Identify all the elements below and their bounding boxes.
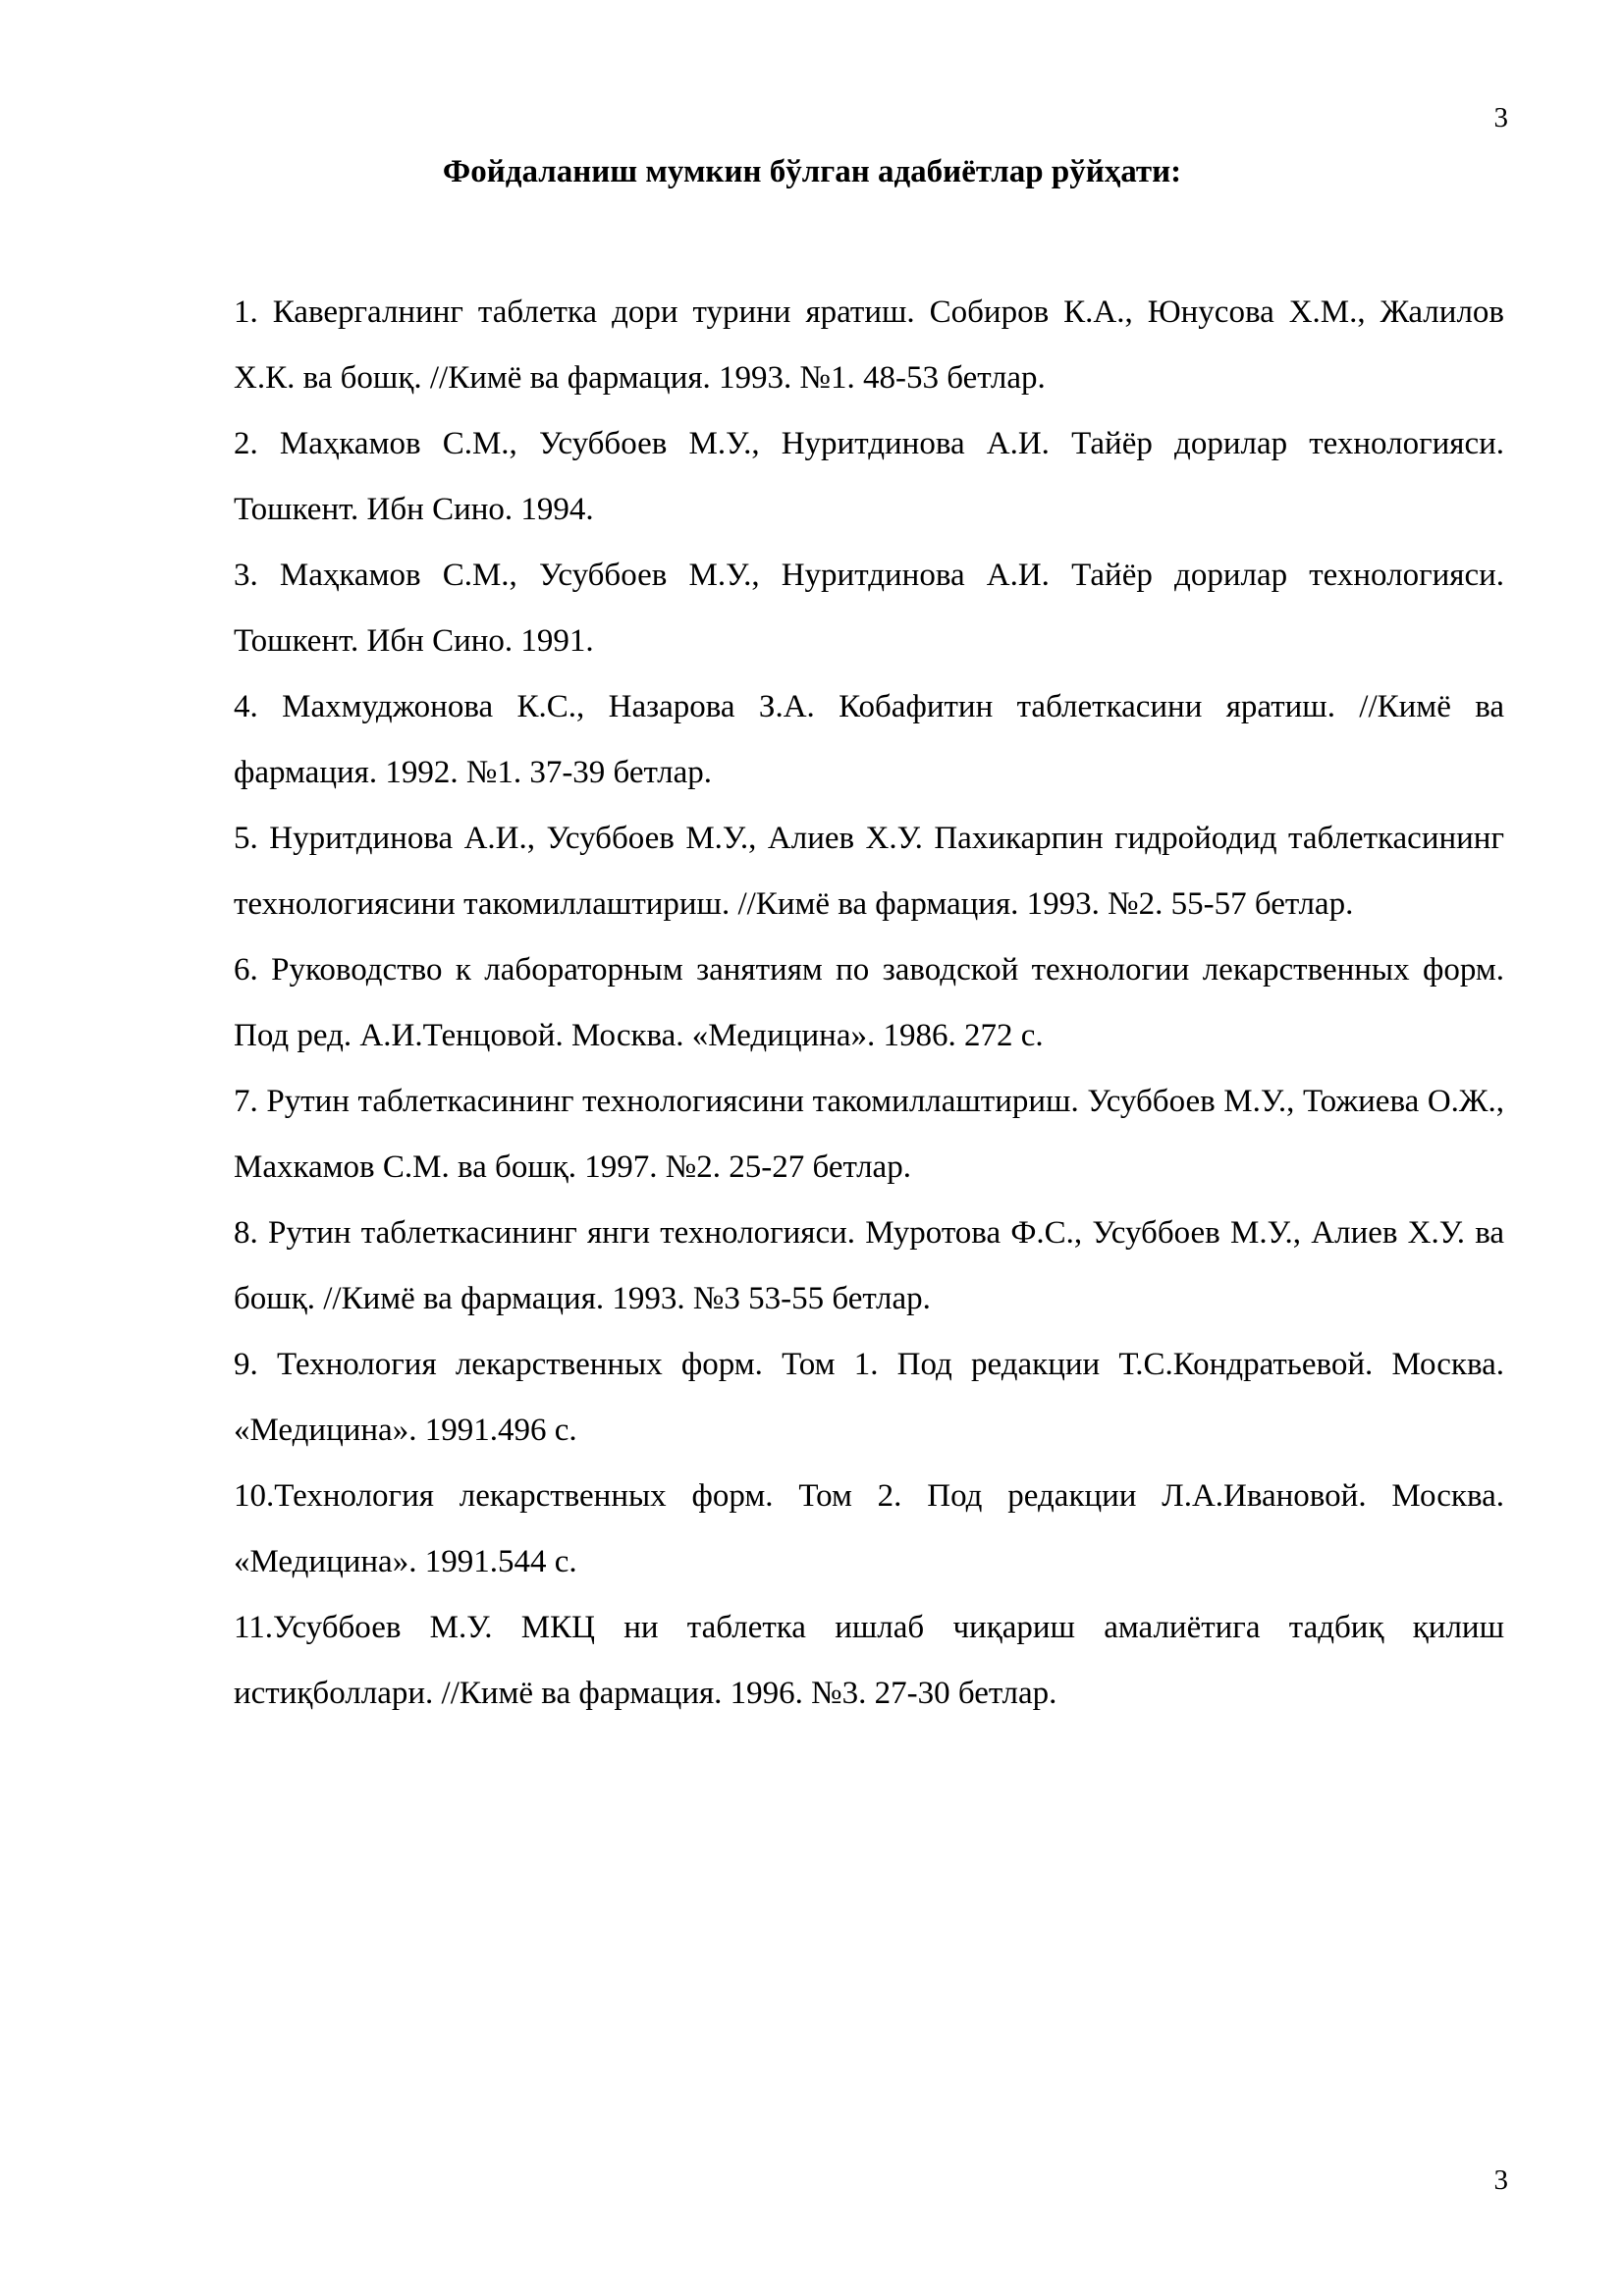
reference-item: [234, 1069, 1504, 1201]
page-number-bottom: 3: [1493, 2164, 1508, 2196]
reference-text: Кавергалнинг таблетка дори турини яратиш. Собиров К.А., Юнусова Х.М., Жалилов Х.К. ва бошқ. //Кимё ва фармация. 1993. №1. 48-53 бетлар.: [234, 294, 1504, 396]
reference-list: [234, 280, 1504, 1727]
reference-text: Махмуджонова К.С., Назарова З.А. Кобафитин таблеткасини яратиш. //Кимё ва фармация. 1992. №1. 37-39 бетлар.: [234, 689, 1504, 790]
reference-item: [234, 1595, 1504, 1727]
reference-number: 9.: [234, 1347, 258, 1382]
reference-text: Усуббоев М.У. МКЦ ни таблетка ишлаб чиқариш амалиётига тадбиқ қилиш истиқболлари. //Кимё ва фармация. 1996. №3. 27-30 бетлар.: [234, 1610, 1504, 1711]
reference-number: 1.: [234, 294, 258, 330]
reference-number: 6.: [234, 952, 258, 988]
reference-text: Рутин таблеткасининг технологиясини такомиллаштириш. Усуббоев М.У., Тожиева О.Ж., Махкамов С.М. ва бошқ. 1997. №2. 25-27 бетлар.: [234, 1084, 1504, 1185]
reference-item: [234, 411, 1504, 543]
page-number-top: 3: [1493, 102, 1508, 133]
reference-item: [234, 1464, 1504, 1595]
reference-item: [234, 543, 1504, 674]
reference-text: Руководство к лабораторным занятиям по заводской технологии лекарственных форм. Под ред. А.И.Тенцовой. Москва. «Медицина». 1986. 272 с.: [234, 952, 1505, 1053]
reference-item: [234, 806, 1504, 937]
reference-text: Технология лекарственных форм. Том 1. Под редакции Т.С.Кондратьевой. Москва. «Медицина». 1991.496 с.: [234, 1347, 1505, 1448]
reference-text: Нуритдинова А.И., Усуббоев М.У., Алиев Х.У. Пахикарпин гидройодид таблеткасининг технологиясини такомиллаштириш. //Кимё ва фармация. 1993. №2. 55-57 бетлар.: [234, 821, 1504, 922]
reference-number: 11.: [234, 1610, 274, 1645]
page-title: Фойдаланиш мумкин бўлган адабиётлар рўйҳати:: [442, 154, 1182, 189]
reference-item: [234, 1201, 1504, 1332]
reference-number: 5.: [234, 821, 258, 856]
reference-number: 8.: [234, 1215, 258, 1251]
reference-number: 4.: [234, 689, 258, 724]
reference-number: 3.: [234, 558, 258, 593]
reference-number: 2.: [234, 426, 258, 461]
reference-item: [234, 1332, 1504, 1464]
reference-item: [234, 280, 1504, 411]
reference-number: 10.: [234, 1478, 275, 1514]
reference-item: [234, 674, 1504, 806]
reference-text: Маҳкамов С.М., Усуббоев М.У., Нуритдинова А.И. Тайёр дорилар технологияси. Тошкент. Ибн Сино. 1994.: [234, 426, 1504, 527]
reference-number: 7.: [234, 1084, 258, 1119]
reference-text: Рутин таблеткасининг янги технологияси. Муротова Ф.С., Усуббоев М.У., Алиев Х.У. ва бошқ. //Кимё ва фармация. 1993. №3 53-55 бетлар.: [234, 1215, 1505, 1316]
reference-item: [234, 937, 1504, 1069]
reference-text: Маҳкамов С.М., Усуббоев М.У., Нуритдинова А.И. Тайёр дорилар технологияси. Тошкент. Ибн Сино. 1991.: [234, 558, 1504, 659]
reference-text: Технология лекарственных форм. Том 2. Под редакции Л.А.Ивановой. Москва. «Медицина». 1991.544 с.: [234, 1478, 1504, 1579]
